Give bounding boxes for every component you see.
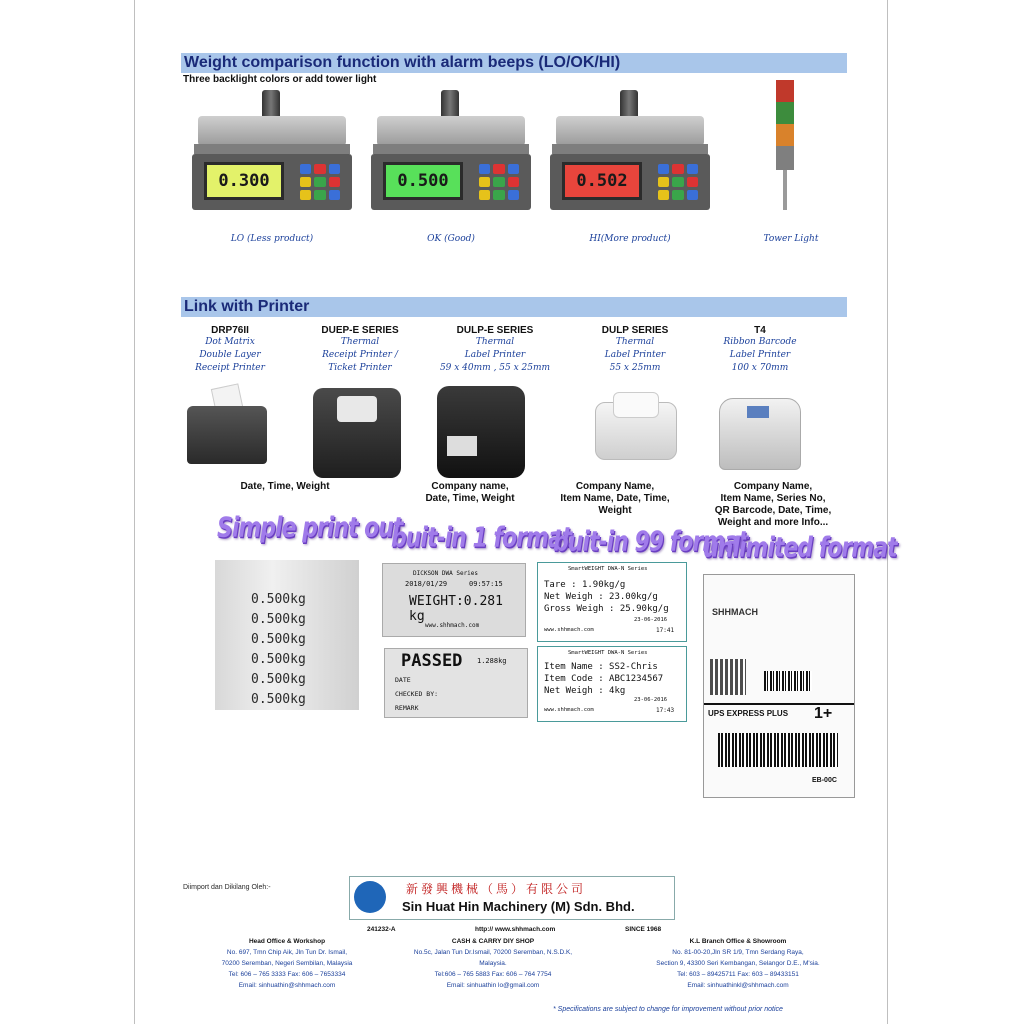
- weight-section-title: Weight comparison function with alarm beeps (LO/OK/HI): [184, 54, 621, 71]
- printer-image-duep-e: [313, 388, 401, 478]
- shipping-code: EB-00C: [812, 777, 837, 784]
- caption-tower: Tower Light: [763, 234, 819, 244]
- field-line: Weight: [598, 505, 632, 516]
- company-since: [625, 924, 661, 935]
- url-text: http:// www.shhmach.com: [475, 926, 556, 933]
- field-line: Company Name,: [733, 481, 813, 492]
- printer-name: DUEP-E SERIES: [321, 325, 399, 336]
- label4-head: SmartWEIGHT DWA-N Series: [568, 650, 648, 656]
- company-url: [475, 924, 555, 935]
- label3-value: : 23.00kg/g: [598, 592, 658, 602]
- label1-weight: WEIGHT:0.281 kg: [409, 594, 503, 624]
- address-line: Section 9, 43300 Seri Kembangan, Selangor D.E., M'sia.: [656, 960, 820, 967]
- field-line: Weight and more Info...: [717, 517, 829, 528]
- printer-image-dulp-e: [437, 386, 525, 478]
- printer-section-title: Link with Printer: [184, 298, 310, 315]
- block-title: K.L Branch Office & Showroom: [689, 938, 787, 945]
- label4-url: www.shhmach.com: [544, 707, 594, 713]
- label2-weight: 1.288kg: [477, 657, 507, 665]
- label2-row: REMARK: [395, 704, 419, 712]
- printer-name: DRP76II: [211, 325, 249, 336]
- printer-desc: Dot Matrix: [205, 337, 255, 347]
- printer-desc: Label Printer: [729, 350, 791, 360]
- printer-desc: 59 x 40mm , 55 x 25mm: [439, 363, 551, 373]
- phone-line: Tel: 606 – 765 3333 Fax: 606 – 7653334: [228, 971, 346, 978]
- label4-time: 17:43: [656, 707, 675, 714]
- company-reg: [367, 924, 396, 935]
- label3-head: SmartWEIGHT DWA-N Series: [568, 566, 648, 572]
- printer-dulp: [575, 325, 695, 375]
- field-line: Item Name, Series No,: [720, 493, 826, 504]
- shipping-brand: SHHMACH: [712, 607, 758, 617]
- label2-passed: PASSED: [401, 651, 463, 671]
- field-line: Item Name, Date, Time,: [560, 493, 670, 504]
- scale-ok: [371, 90, 531, 222]
- scale-hi-display: 0.502: [562, 162, 642, 200]
- slip-line: 0.500kg: [251, 612, 306, 627]
- email-line: Email: sinhuathin lo@gmail.com: [446, 982, 540, 989]
- label3-time: 17:41: [656, 627, 675, 634]
- printer-t4: [705, 325, 815, 375]
- head-office-block: [187, 936, 387, 991]
- format-simple-heading: Simple print out: [217, 512, 403, 545]
- company-logo: [349, 876, 675, 920]
- label4-value: : 4kg: [598, 686, 626, 696]
- company-name: Sin Huat Hin Machinery (M) Sdn. Bhd.: [402, 899, 635, 914]
- scale-ok-display: 0.500: [383, 162, 463, 200]
- printer-drp76ii: [175, 325, 285, 375]
- printer-desc: Thermal: [615, 337, 655, 347]
- format-unlimited-heading: unlimited format: [703, 532, 897, 565]
- tower-light: [776, 80, 794, 222]
- reg-number: 241232-A: [367, 926, 396, 933]
- format-99-heading: buit-in 99 format: [553, 526, 748, 559]
- fields-format1: [400, 481, 540, 505]
- label-format1: [382, 563, 526, 637]
- printer-desc: Label Printer: [464, 350, 526, 360]
- printer-name: DULP-E SERIES: [456, 325, 534, 336]
- label4-key: Item Code: [544, 674, 593, 684]
- kl-branch-block: [625, 936, 851, 991]
- printer-section-header: [181, 297, 847, 317]
- field-line: Company name,: [431, 481, 509, 492]
- printer-desc: Receipt Printer: [195, 363, 265, 373]
- qr-code-icon: [710, 659, 746, 695]
- cash-carry-block: [393, 936, 593, 991]
- slip-line: 0.500kg: [251, 652, 306, 667]
- field-line: QR Barcode, Date, Time,: [714, 505, 832, 516]
- spec-note: * Specifications are subject to change for improvement without prior notice: [553, 1006, 783, 1013]
- barcode-icon: [718, 733, 838, 767]
- printer-desc: Thermal: [475, 337, 515, 347]
- label2-row: CHECKED BY:: [395, 690, 439, 698]
- email-line: Email: sinhuathinkl@shhmach.com: [687, 982, 789, 989]
- company-chinese-name: 新發興機械（馬）有限公司: [406, 882, 587, 896]
- printer-name: T4: [754, 325, 766, 336]
- label3-key: Tare: [544, 580, 566, 590]
- slip-line: 0.500kg: [251, 632, 306, 647]
- simple-printout-slip: [215, 560, 359, 710]
- printer-dulp-e: [425, 325, 565, 375]
- barcode-icon: [764, 671, 812, 691]
- label3-key: Gross Weigh: [544, 604, 604, 614]
- phone-line: Tel:606 – 765 5883 Fax: 606 – 764 7754: [434, 971, 552, 978]
- scale-lo-display: 0.300: [204, 162, 284, 200]
- address-line: No.5c, Jalan Tun Dr.Ismail, 70200 Seremban, N.S.D.K,: [413, 949, 573, 956]
- company-logo-icon: [354, 881, 386, 913]
- scale-lo: [192, 90, 352, 222]
- printer-desc: Double Layer: [199, 350, 261, 360]
- printer-image-t4: [719, 398, 799, 468]
- label-format99-a: [537, 562, 687, 642]
- label4-value: : SS2-Chris: [598, 662, 658, 672]
- caption-hi: HI(More product): [589, 234, 671, 244]
- fields-unlimited: [697, 481, 849, 529]
- printer-duep-e: [300, 325, 420, 375]
- label4-key: Item Name: [544, 662, 593, 672]
- fields-format99: [540, 481, 690, 517]
- label1-url: www.shhmach.com: [425, 622, 480, 629]
- printer-desc: Thermal: [340, 337, 380, 347]
- address-line: 70200 Seremban, Negeri Sembilan, Malaysia: [221, 960, 353, 967]
- email-line: Email: sinhuathin@shhmach.com: [238, 982, 336, 989]
- printer-desc: Label Printer: [604, 350, 666, 360]
- format-1-heading: buit-in 1 format: [391, 522, 572, 555]
- field-line: Date, Time, Weight: [425, 493, 515, 504]
- weight-section-subtitle: Three backlight colors or add tower light: [183, 74, 377, 85]
- printer-image-drp76ii: [187, 386, 267, 466]
- since-text: SINCE 1968: [625, 926, 662, 933]
- shipping-qty: 1+: [814, 705, 833, 722]
- address-line: No. 697, Tmn Chip Aik, Jln Tun Dr. Ismail,: [226, 949, 348, 956]
- label4-date: 23-06-2016: [634, 697, 668, 703]
- printer-desc: 100 x 70mm: [731, 363, 789, 373]
- printer-desc: 55 x 25mm: [609, 363, 661, 373]
- label3-key: Net Weigh: [544, 592, 593, 602]
- label1-head: DICKSON DWA Series: [413, 570, 479, 577]
- printer-image-dulp: [595, 392, 675, 458]
- slip-line: 0.500kg: [251, 672, 306, 687]
- label3-url: www.shhmach.com: [544, 627, 594, 633]
- catalog-page: [134, 0, 897, 1024]
- label4-value: : ABC1234567: [598, 674, 664, 684]
- label-format99-b: [537, 646, 687, 722]
- printer-desc: Receipt Printer /: [322, 350, 398, 360]
- imported-by: Diimport dan Dikilang Oleh:-: [183, 884, 271, 891]
- scale-hi: [550, 90, 710, 222]
- label2-row: DATE: [395, 676, 411, 684]
- address-line: Malaysia.: [479, 960, 507, 967]
- caption-ok: OK (Good): [427, 234, 475, 244]
- label1-time: 09:57:15: [469, 580, 503, 588]
- block-title: CASH & CARRY DIY SHOP: [451, 938, 535, 945]
- printer-name: DULP SERIES: [601, 325, 669, 336]
- slip-line: 0.500kg: [251, 592, 306, 607]
- shipping-service: UPS EXPRESS PLUS: [708, 709, 789, 718]
- field-line: Date, Time, Weight: [240, 481, 330, 492]
- label3-value: : 1.90kg/g: [571, 580, 626, 590]
- label1-date: 2018/01/29: [405, 580, 448, 588]
- block-title: Head Office & Workshop: [248, 938, 326, 945]
- label3-value: : 25.90kg/g: [609, 604, 669, 614]
- field-line: Company Name,: [575, 481, 655, 492]
- label-passed: [384, 648, 528, 718]
- shipping-label: [703, 574, 855, 798]
- label4-key: Net Weigh: [544, 686, 593, 696]
- caption-lo: LO (Less product): [230, 234, 314, 244]
- printer-desc: Ribbon Barcode: [723, 337, 797, 347]
- printer-desc: Ticket Printer: [328, 363, 392, 373]
- label3-date: 23-06-2016: [634, 617, 668, 623]
- address-line: No. 81-00-20,Jln SR 1/9, Tmn Serdang Raya,: [672, 949, 804, 956]
- fields-simple: [215, 481, 355, 493]
- slip-line: 0.500kg: [251, 692, 306, 707]
- phone-line: Tel: 603 – 89425711 Fax: 603 – 89433151: [677, 971, 799, 978]
- weight-section-header: [181, 53, 847, 73]
